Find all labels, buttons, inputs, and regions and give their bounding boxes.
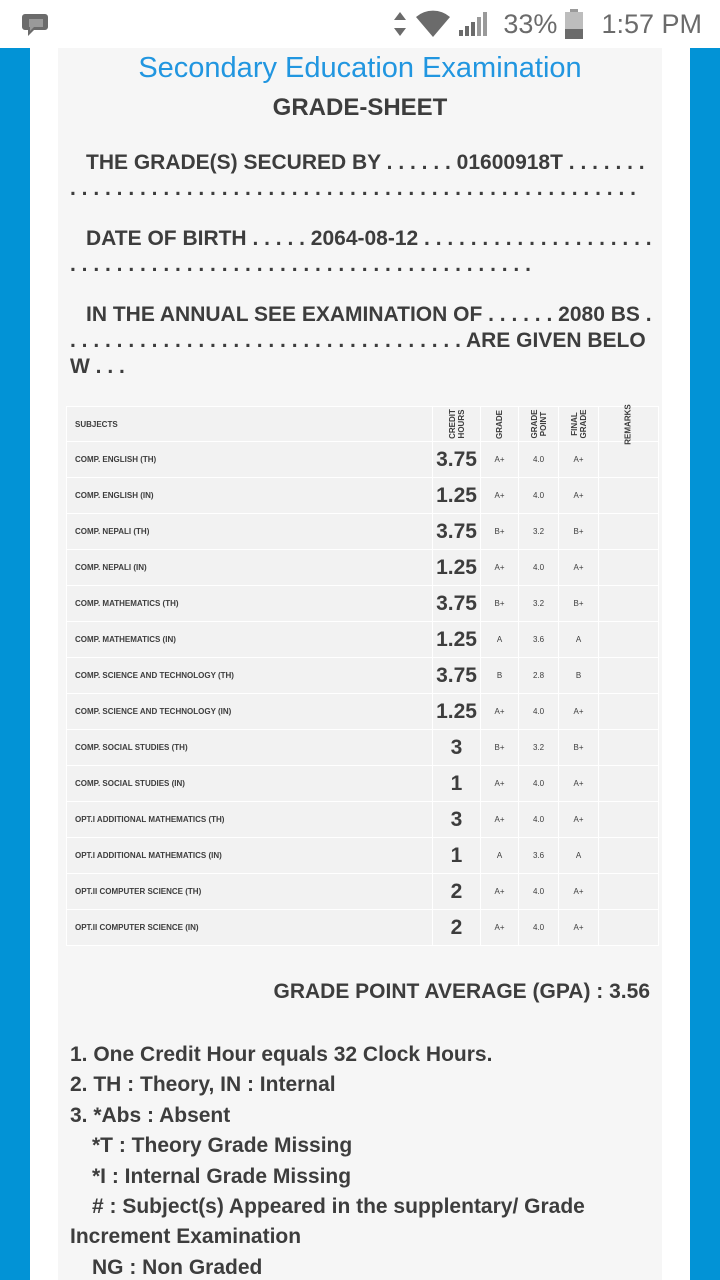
exam-label: IN THE ANNUAL SEE EXAMINATION OF xyxy=(86,303,483,326)
grade-cell: B+ xyxy=(481,730,519,766)
grade-cell: A xyxy=(481,838,519,874)
table-row xyxy=(67,550,659,586)
battery-percent: 33% xyxy=(503,8,558,39)
subject-cell: COMP. NEPALI (IN) xyxy=(67,550,433,586)
credit-hours-cell: 1.25 xyxy=(433,478,481,514)
secured-by-label: THE GRADE(S) SECURED BY xyxy=(86,151,381,174)
grade-cell: A+ xyxy=(481,910,519,946)
symbol-number: 01600918T xyxy=(456,151,563,174)
final-grade-cell: A+ xyxy=(559,694,599,730)
table-row xyxy=(67,802,659,838)
grades-table xyxy=(66,403,659,946)
table-row xyxy=(67,874,659,910)
clock: 1:57 PM xyxy=(601,8,702,39)
credit-hours-cell: 3 xyxy=(433,730,481,766)
credit-hours-cell: 1.25 xyxy=(433,694,481,730)
final-grade-cell: A xyxy=(559,622,599,658)
grade-point-cell: 4.0 xyxy=(519,694,559,730)
final-grade-cell: A+ xyxy=(559,550,599,586)
remarks-cell xyxy=(599,622,659,658)
dob-paragraph: DATE OF BIRTH . . . . . 2064-08-12 . . . . . . . . . . . . . . . . . . . . . . . . . . . . . . . . . . . . . . . . . . . . . . . . . . . . . . . . . . . . xyxy=(70,227,652,276)
header-grade: GRADE xyxy=(481,407,519,442)
remarks-cell xyxy=(599,766,659,802)
grade-cell: A+ xyxy=(481,550,519,586)
header-subjects: SUBJECTS xyxy=(67,407,433,442)
grade-cell: A+ xyxy=(481,766,519,802)
table-row xyxy=(67,514,659,550)
table-row xyxy=(67,766,659,802)
subject-cell: OPT.II COMPUTER SCIENCE (IN) xyxy=(67,910,433,946)
remarks-cell xyxy=(599,910,659,946)
exam-paragraph: IN THE ANNUAL SEE EXAMINATION OF . . . . . . 2080 BS . . . . . . . . . . . . . . . . . . . . . . . . . . . . . . . . . . . ARE GIVEN BELOW . . . xyxy=(70,303,652,378)
data-transfer-icon xyxy=(393,11,407,37)
grade-cell: A+ xyxy=(481,874,519,910)
wifi-icon xyxy=(415,10,451,38)
remarks-cell xyxy=(599,874,659,910)
notes-section xyxy=(70,1040,654,1280)
header-final-grade: FINAL GRADE xyxy=(559,407,599,442)
grade-cell: A xyxy=(481,622,519,658)
final-grade-cell: B+ xyxy=(559,586,599,622)
grade-point-cell: 4.0 xyxy=(519,550,559,586)
credit-hours-cell: 3.75 xyxy=(433,442,481,478)
page-subtitle: GRADE-SHEET xyxy=(272,94,448,121)
remarks-cell xyxy=(599,730,659,766)
grade-point-cell: 2.8 xyxy=(519,658,559,694)
grade-point-cell: 3.6 xyxy=(519,622,559,658)
grade-point-cell: 4.0 xyxy=(519,442,559,478)
given-below-text: ARE GIVEN BELOW xyxy=(70,329,646,378)
grade-cell: A+ xyxy=(481,694,519,730)
grade-point-cell: 3.2 xyxy=(519,514,559,550)
final-grade-cell: A+ xyxy=(559,766,599,802)
credit-hours-cell: 1.25 xyxy=(433,550,481,586)
grade-cell: B+ xyxy=(481,514,519,550)
header-grade-point: GRADE POINT xyxy=(519,407,559,442)
table-row xyxy=(67,694,659,730)
final-grade-cell: A+ xyxy=(559,478,599,514)
page-title: Secondary Education Examination xyxy=(138,52,582,84)
grade-cell: A+ xyxy=(481,478,519,514)
final-grade-cell: A+ xyxy=(559,802,599,838)
credit-hours-cell: 1.25 xyxy=(433,622,481,658)
table-row xyxy=(67,838,659,874)
gpa-label: GRADE POINT AVERAGE (GPA) : xyxy=(273,980,604,1003)
remarks-cell xyxy=(599,478,659,514)
final-grade-cell: B+ xyxy=(559,730,599,766)
header-remarks: REMARKS xyxy=(599,407,659,442)
final-grade-cell: A+ xyxy=(559,910,599,946)
final-grade-cell: B+ xyxy=(559,514,599,550)
note-credit-hour: 1. One Credit Hour equals 32 Clock Hours. xyxy=(70,1043,493,1066)
credit-hours-cell: 3.75 xyxy=(433,658,481,694)
status-right-group xyxy=(393,0,702,48)
remarks-cell xyxy=(599,694,659,730)
grade-cell: A+ xyxy=(481,802,519,838)
grade-point-cell: 4.0 xyxy=(519,766,559,802)
subject-cell: COMP. MATHEMATICS (TH) xyxy=(67,586,433,622)
remarks-cell xyxy=(599,658,659,694)
grade-point-cell: 4.0 xyxy=(519,910,559,946)
note-supplementary: # : Subject(s) Appeared in the supplentary/ Grade xyxy=(92,1195,585,1219)
header-credit-hours: CREDIT HOURS xyxy=(433,407,481,442)
subject-cell: COMP. ENGLISH (TH) xyxy=(67,442,433,478)
gpa-value: 3.56 xyxy=(609,980,650,1003)
subject-cell: OPT.II COMPUTER SCIENCE (TH) xyxy=(67,874,433,910)
remarks-cell xyxy=(599,550,659,586)
grade-cell: B xyxy=(481,658,519,694)
dob-value: 2064-08-12 xyxy=(310,227,419,250)
grade-point-cell: 4.0 xyxy=(519,874,559,910)
table-row xyxy=(67,442,659,478)
table-row xyxy=(67,586,659,622)
subject-cell: OPT.I ADDITIONAL MATHEMATICS (TH) xyxy=(67,802,433,838)
note-theory-missing: *T : Theory Grade Missing xyxy=(92,1134,353,1158)
status-bar xyxy=(0,0,720,48)
note-supplementary-cont: Increment Examination xyxy=(70,1225,302,1249)
note-th-in: 2. TH : Theory, IN : Internal xyxy=(70,1073,336,1097)
remarks-cell xyxy=(599,838,659,874)
grade-cell: A+ xyxy=(481,442,519,478)
subject-cell: COMP. SCIENCE AND TECHNOLOGY (TH) xyxy=(67,658,433,694)
final-grade-cell: A+ xyxy=(559,442,599,478)
credit-hours-cell: 1 xyxy=(433,838,481,874)
table-row xyxy=(67,730,659,766)
note-abs: 3. *Abs : Absent xyxy=(70,1103,231,1127)
credit-hours-cell: 2 xyxy=(433,874,481,910)
remarks-cell xyxy=(599,586,659,622)
final-grade-cell: A+ xyxy=(559,874,599,910)
secured-by-paragraph: THE GRADE(S) SECURED BY . . . . . . 01600918T . . . . . . . . . . . . . . . . . . . . . . . . . . . . . . . . . . . . . . . . . . . . . . . . . . . . . . . . xyxy=(70,151,645,200)
grade-point-cell: 3.2 xyxy=(519,586,559,622)
final-grade-cell: A xyxy=(559,838,599,874)
grade-sheet xyxy=(58,48,662,1280)
signal-icon xyxy=(459,12,489,36)
grade-point-cell: 3.6 xyxy=(519,838,559,874)
note-internal-missing: *I : Internal Grade Missing xyxy=(92,1164,352,1188)
grade-cell: B+ xyxy=(481,586,519,622)
gpa-line xyxy=(273,980,650,1004)
remarks-cell xyxy=(599,514,659,550)
message-notification-icon xyxy=(22,11,50,39)
credit-hours-cell: 3 xyxy=(433,802,481,838)
subject-cell: COMP. SCIENCE AND TECHNOLOGY (IN) xyxy=(67,694,433,730)
grade-point-cell: 3.2 xyxy=(519,730,559,766)
credit-hours-cell: 3.75 xyxy=(433,514,481,550)
grade-point-cell: 4.0 xyxy=(519,802,559,838)
credit-hours-cell: 2 xyxy=(433,910,481,946)
table-row xyxy=(67,478,659,514)
subject-cell: COMP. SOCIAL STUDIES (TH) xyxy=(67,730,433,766)
note-non-graded: NG : Non Graded xyxy=(92,1255,263,1279)
subject-cell: COMP. SOCIAL STUDIES (IN) xyxy=(67,766,433,802)
dob-label: DATE OF BIRTH xyxy=(86,227,247,250)
remarks-cell xyxy=(599,442,659,478)
table-row xyxy=(67,658,659,694)
credit-hours-cell: 1 xyxy=(433,766,481,802)
exam-year: 2080 BS xyxy=(558,303,640,326)
subject-cell: COMP. MATHEMATICS (IN) xyxy=(67,622,433,658)
subject-cell: COMP. ENGLISH (IN) xyxy=(67,478,433,514)
subject-cell: COMP. NEPALI (TH) xyxy=(67,514,433,550)
battery-icon xyxy=(565,9,583,39)
grade-point-cell: 4.0 xyxy=(519,478,559,514)
table-header-row xyxy=(67,407,659,442)
table-row xyxy=(67,910,659,946)
credit-hours-cell: 3.75 xyxy=(433,586,481,622)
subject-cell: OPT.I ADDITIONAL MATHEMATICS (IN) xyxy=(67,838,433,874)
final-grade-cell: B xyxy=(559,658,599,694)
table-row xyxy=(67,622,659,658)
remarks-cell xyxy=(599,802,659,838)
